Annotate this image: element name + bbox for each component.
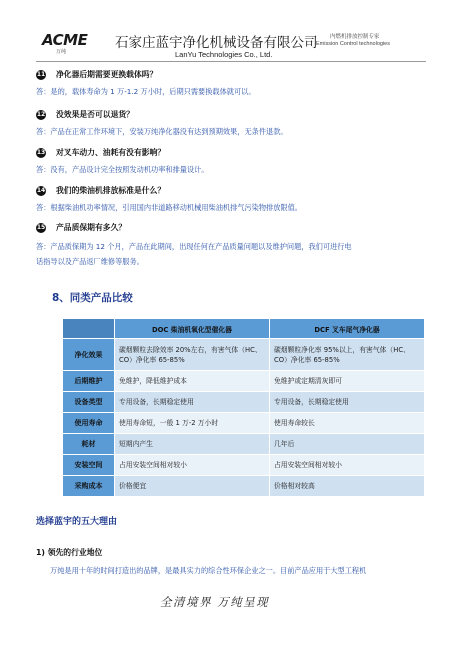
qa-item-13 [36,148,428,175]
question [36,110,428,120]
question-text: 没效果是否可以退货？ [56,110,134,119]
qa-item-15 [36,223,428,267]
header-slogan-en: Emission Control technologies [316,41,390,47]
qa-item-11 [36,70,428,97]
table-row [63,476,425,497]
doc-cell: 专用设备，长期稳定使用 [115,392,270,413]
dcf-cell: 几年后 [270,434,425,455]
dcf-cell: 价格相对较高 [270,476,425,497]
qa-item-12 [36,110,428,137]
dcf-cell: 碳烟颗粒净化率 95%以上，有害气体（HC、CO）净化率 65-85% [270,339,425,371]
row-header: 使用寿命 [63,413,115,434]
company-name-en: LanYu Technologies Co., Ltd. [175,50,273,59]
table-row [63,392,425,413]
dcf-cell: 使用寿命较长 [270,413,425,434]
answer-text: 答：产品在正常工作环境下，安装万纯净化器没有达到预期效果，无条件退款。 [36,127,288,136]
question-number-badge: 12 [36,111,46,118]
table-row [63,371,425,392]
question [36,70,428,80]
table-row [63,455,425,476]
company-name-cn: 石家庄蓝宇净化机械设备有限公司 [115,35,318,51]
question-text: 对叉车动力、油耗有没有影响？ [56,148,166,157]
row-header: 耗材 [63,434,115,455]
answer-text: 答：是的，载体寿命为 1 万-1.2 万小时，后期只需要换载体就可以。 [36,87,256,96]
table-row [63,339,425,371]
reason-1-text: 万纯是用十年的时间打造出的品牌，是最具实力的综合性环保企业之一。目前产品应用于大型工程机 [50,566,367,575]
column-header-doc: DOC 柴油机氧化型催化器 [115,319,270,339]
question-text: 产品质保期有多久？ [56,223,127,232]
reasons-title: 选择蓝宇的五大理由 [36,517,118,527]
header-slogan-cn: 内燃机排放控制专家 [330,34,380,40]
doc-cell: 使用寿命短，一般 1 万-2 万小时 [115,413,270,434]
logo-sub: 万纯 [56,49,67,55]
dcf-cell: 专用设备，长期稳定使用 [270,392,425,413]
question [36,223,428,233]
dcf-cell: 免维护或定期清灰即可 [270,371,425,392]
table-row [63,434,425,455]
logo-word: ACME [42,31,88,49]
acme-logo [42,33,94,57]
reason-1-title: 1) 领先的行业地位 [36,548,103,557]
question-text: 净化器后期需要更换载体吗？ [56,70,158,79]
question [36,148,428,158]
row-header: 后期维护 [63,371,115,392]
question [36,186,428,196]
table-header-row [63,319,425,339]
section-title-comparison: 8、同类产品比较 [52,292,133,304]
column-header-dcf: DCF 叉车尾气净化器 [270,319,425,339]
row-header: 安装空间 [63,455,115,476]
question-number-badge: 14 [36,187,46,194]
doc-cell: 碳烟颗粒去除效率 20%左右，有害气体（HC、CO）净化率 65-85% [115,339,270,371]
question-number-badge: 11 [36,71,46,78]
row-header: 采购成本 [63,476,115,497]
footer-slogan: 全清境界 万纯呈现 [160,595,270,609]
table-row [63,413,425,434]
question-text: 我们的柴油机排放标准是什么？ [56,186,166,195]
doc-cell: 价格便宜 [115,476,270,497]
answer-text-line-1: 答：产品质保期为 12 个月，产品在此期间，出现任何在产品质量问题以及维护问题，我们可进行电 [36,242,352,251]
doc-cell: 免维护，降低维护成本 [115,371,270,392]
answer-text: 答：没有，产品设计完全按照发动机功率和排量设计。 [36,165,209,174]
doc-cell: 短期内产生 [115,434,270,455]
row-header: 设备类型 [63,392,115,413]
comparison-table [62,318,425,497]
question-number-badge: 13 [36,149,46,156]
answer-text-line-2: 话指导以及产品返厂维修等服务。 [36,257,144,266]
answer-text: 答：根据柴油机功率情况，引用国内非道路移动机械用柴油机排气污染物排放限值。 [36,203,302,212]
qa-item-14 [36,186,428,213]
row-header: 净化效果 [63,339,115,371]
header-divider [36,61,426,62]
doc-cell: 占用安装空间相对较小 [115,455,270,476]
question-number-badge: 15 [36,224,46,231]
table-corner-cell [63,319,115,339]
dcf-cell: 占用安装空间相对较小 [270,455,425,476]
